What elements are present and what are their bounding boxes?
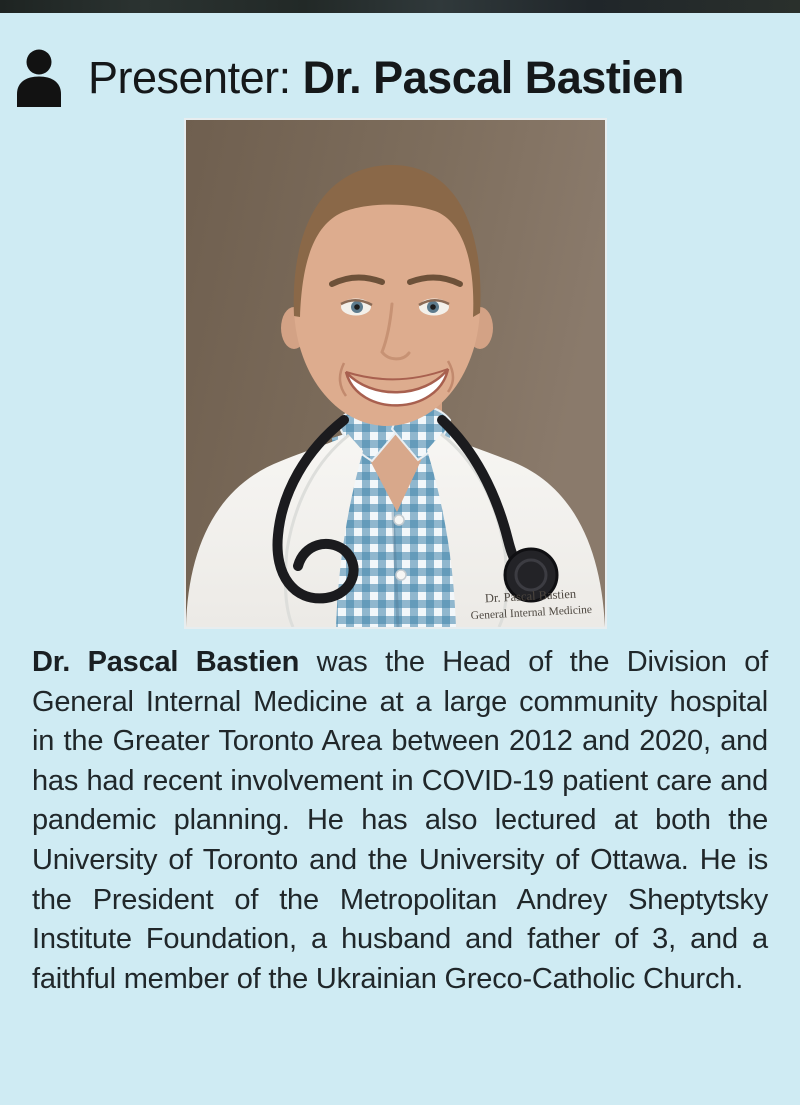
page-title [88,48,684,108]
bio-text: was the Head of the Division of General Internal Medicine at a large community hospital in the Greater Toronto Area between 2012 and 2020, and has had recent involvement in COVID-19 patient care and pandemic planning. He has also lectured at both the University of Toronto and the University of Ottawa. He is the President of the Metropolitan Andrey Sheptytsky Institute Foundation, a husband and father of 3, and a faithful member of the Ukrainian Greco-Catholic Church. [32,646,768,995]
presenter-bio [32,643,768,999]
person-icon [14,49,64,107]
title-prefix: Presenter: [88,52,303,103]
title-presenter-name: Dr. Pascal Bastien [302,52,684,103]
coat-label-line2: General Internal Medicine [470,603,593,623]
coat-label-line1: Dr. Pascal Bastien [484,586,577,606]
presenter-header [14,48,786,108]
top-image-strip [0,0,800,13]
presenter-photo [186,120,605,627]
portrait-illustration [186,120,605,627]
bio-lead-name: Dr. Pascal Bastien [32,646,300,678]
